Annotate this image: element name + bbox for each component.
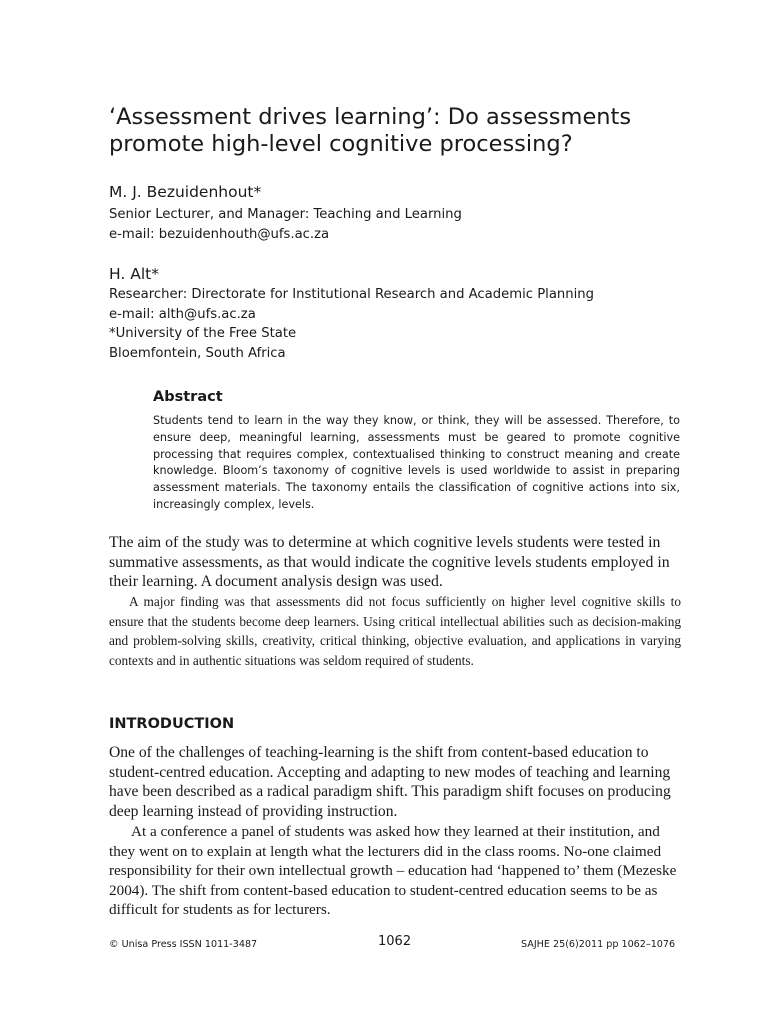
introduction-heading: INTRODUCTION (109, 716, 235, 732)
paper-title-line-2: promote high-level cognitive processing? (109, 131, 573, 157)
footer-copyright: © Unisa Press ISSN 1011-3487 (109, 939, 258, 950)
author-email: e-mail: bezuidenhouth@ufs.ac.za (109, 226, 330, 242)
author-name-2: H. Alt* (109, 265, 159, 283)
introduction-paragraph-2: At a conference a panel of students was asked how they learned at their institution, and they went on to explain at length what the lecturers did in the class rooms. No-one claimed responsibility for their own intellectual growth – education had ‘happened to’ them (Mezeske 2004). The shift from content-based education to student-centred education seems to be as difficult for students as for lecturers. (109, 823, 677, 919)
affiliation-line: Senior Lecturer, and Manager: Teaching and Learning (109, 207, 462, 222)
introduction-paragraph-1: One of the challenges of teaching-learning is the shift from content-based education to student-centred education. Accepting and adapting to new modes of teaching and learning have been described as a radical paradigm shift. This paradigm shift focuses on producing deep learning instead of providing instruction. (109, 744, 671, 820)
author-affiliation-2 (109, 285, 729, 363)
abstract-heading: Abstract (153, 389, 223, 405)
author-affiliation-1 (109, 205, 729, 244)
summary-paragraph-1: The aim of the study was to determine at which cognitive levels students were tested in summative assessments, as that would indicate the cognitive levels students employed in their learning. A document analysis design was used. (109, 534, 670, 590)
author-email: e-mail: alth@ufs.ac.za (109, 306, 256, 322)
footer-citation: SAJHE 25(6)2011 pp 1062–1076 (521, 939, 676, 950)
summary-paragraph-2: A major finding was that assessments did not focus sufficiently on higher level cognitive skills to ensure that the students become deep learners. Using critical intellectual abilities such as decision-making and problem-solving skills, creativity, critical thinking, objective evaluation, and applications in varying contexts and in authentic situations was seldom required of students. (109, 594, 681, 668)
institution-line: *University of the Free State (109, 326, 297, 341)
affiliation-line: Researcher: Directorate for Institutional Research and Academic Planning (109, 287, 595, 302)
abstract-text: Students tend to learn in the way they know, or think, they will be assessed. Therefore, to ensure deep, meaningful learning, assessments must be geared to promote cognitive processing that requires complex, contextualised thinking to construct meaning and create knowledge. Bloom’s taxonomy of cognitive levels is used worldwide to assist in preparing assessment materials. The taxonomy entails the classification of cognitive actions into six, increasingly complex, levels. (153, 414, 680, 511)
author-name-1: M. J. Bezuidenhout* (109, 183, 262, 201)
paper-title (109, 104, 709, 158)
location-line: Bloemfontein, South Africa (109, 345, 286, 361)
paper-title-line-1: ‘Assessment drives learning’: Do assessments (109, 104, 632, 130)
page-number: 1062 (378, 934, 412, 949)
